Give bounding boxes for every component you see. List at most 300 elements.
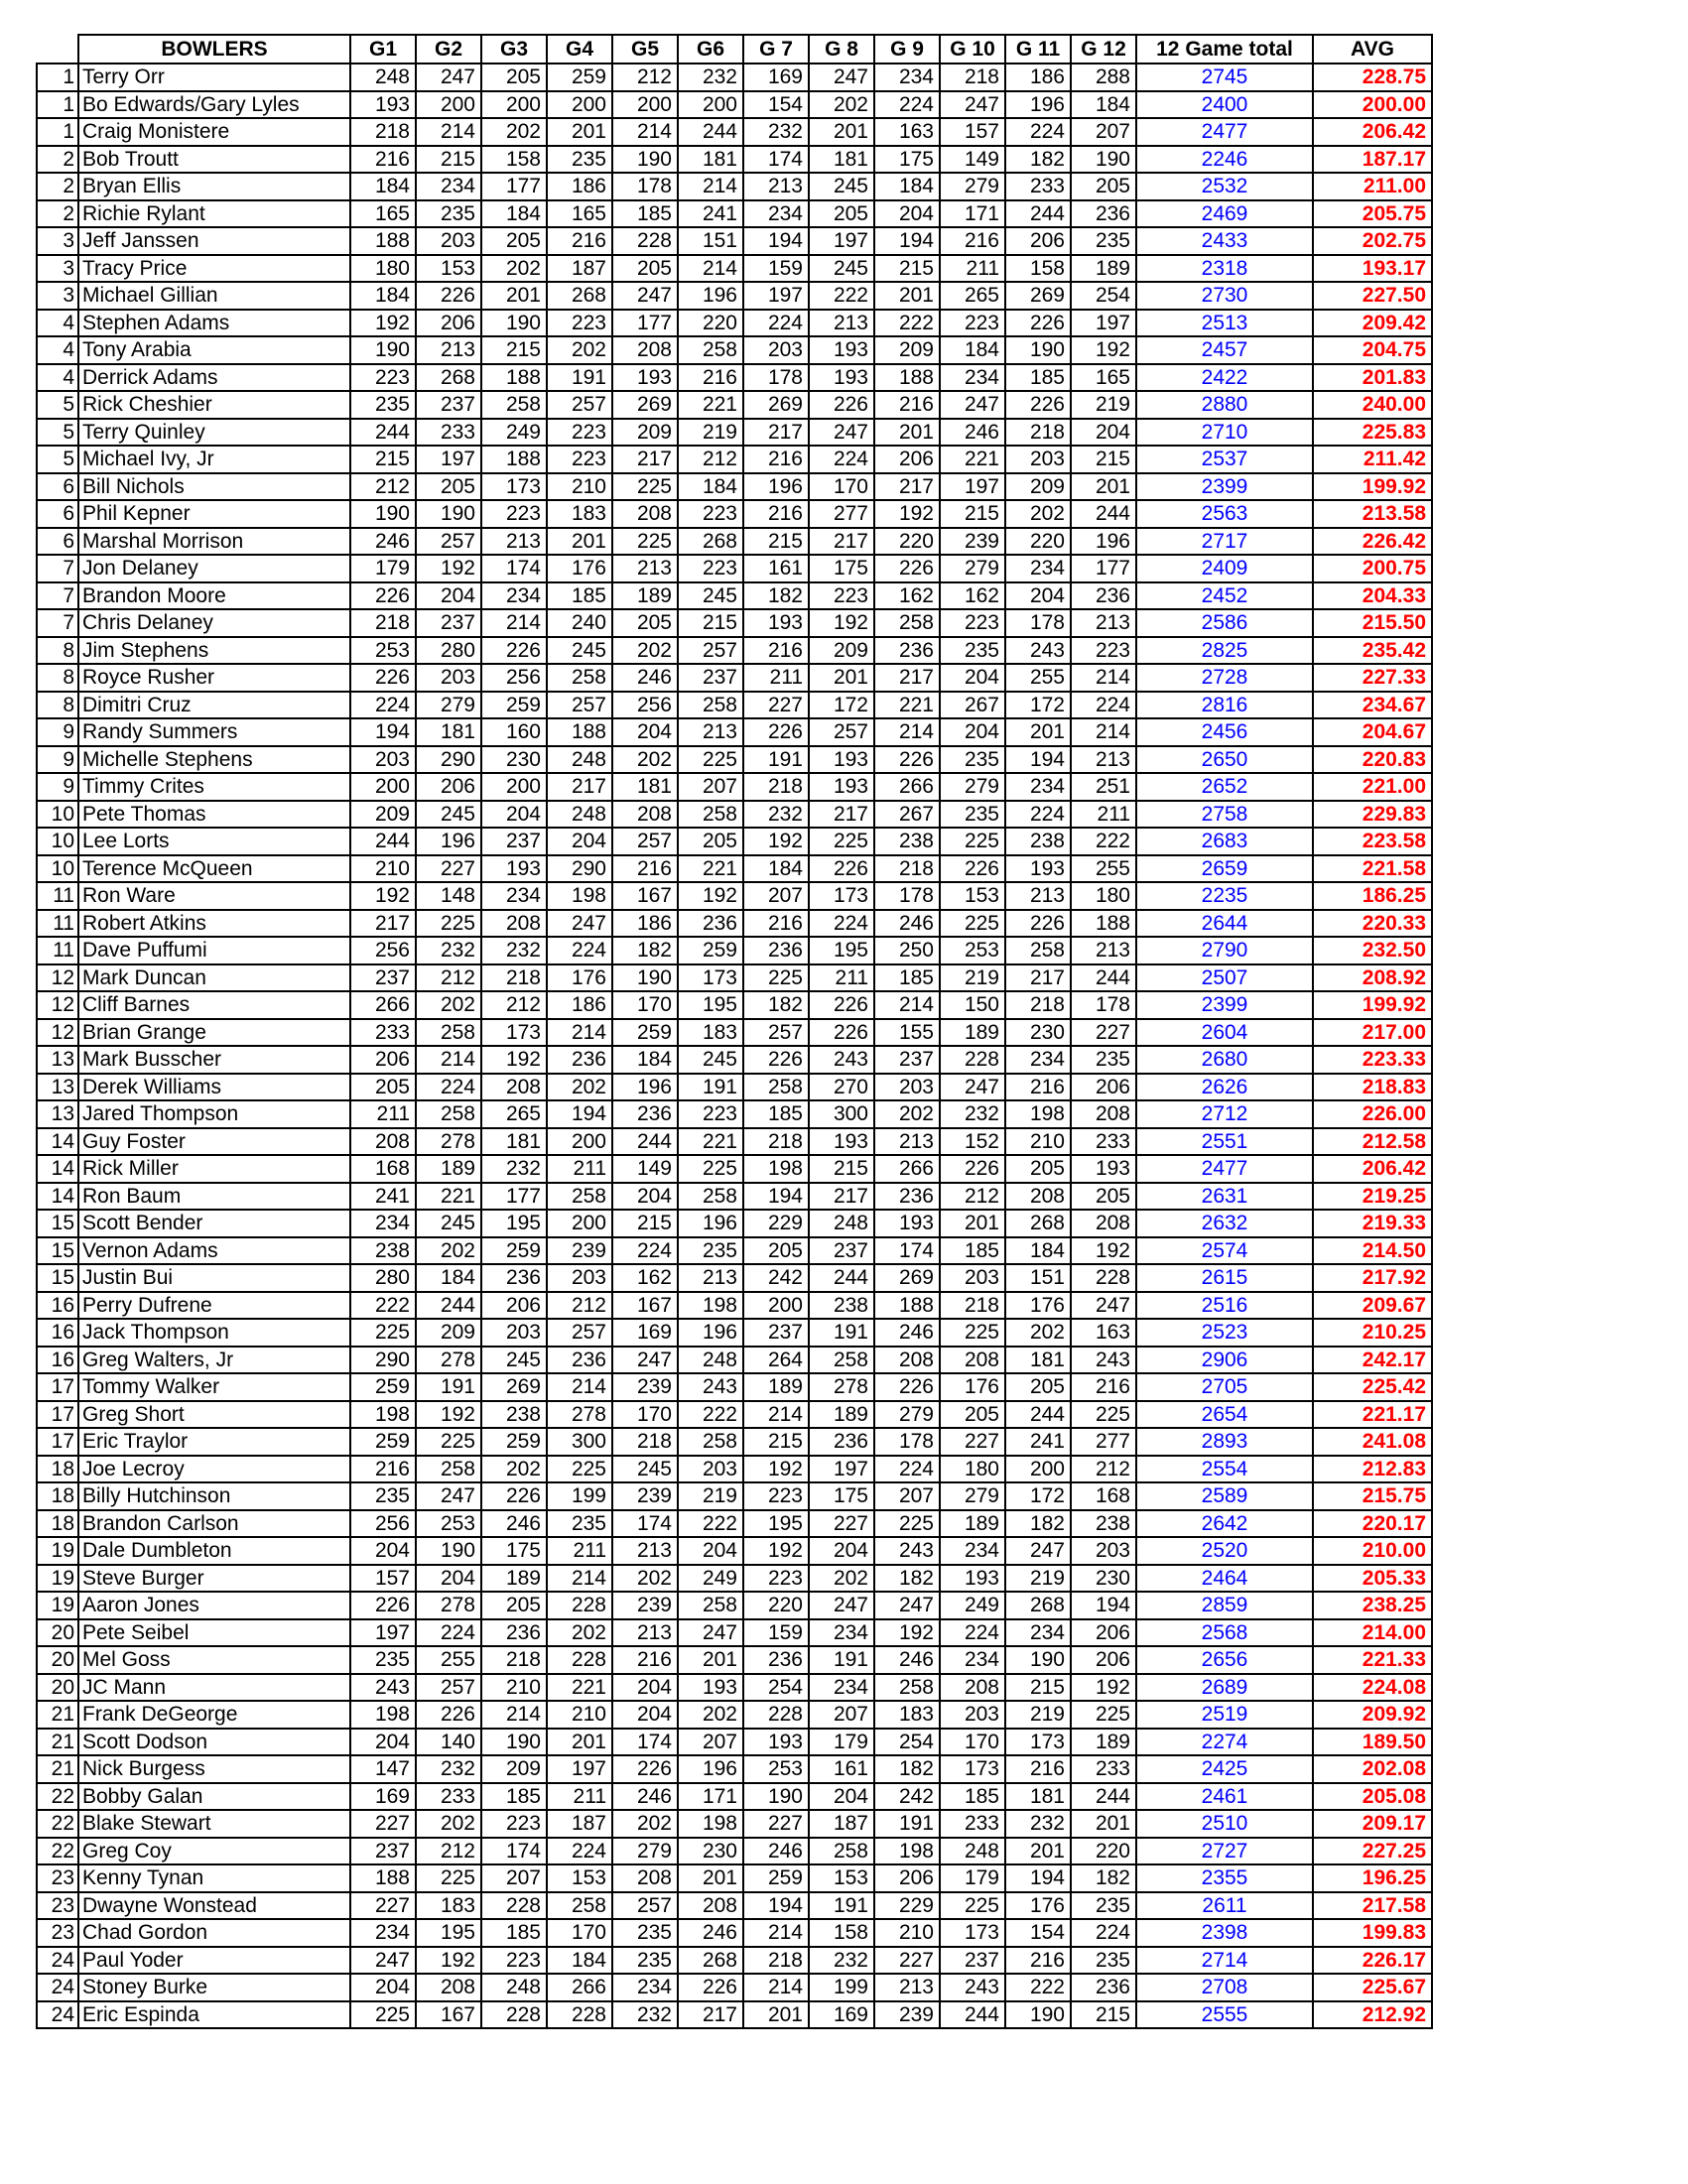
total-cell: 2513 (1136, 310, 1313, 337)
header-g7: G 7 (743, 35, 809, 64)
game-1-score-cell: 190 (350, 500, 416, 528)
game-4-score-cell: 214 (547, 1019, 612, 1047)
game-12-score-cell: 228 (1071, 1264, 1136, 1292)
game-1-score-cell: 168 (350, 1155, 416, 1183)
avg-cell: 225.83 (1313, 419, 1432, 447)
game-5-score-cell: 246 (612, 664, 678, 692)
game-10-score-cell: 235 (940, 746, 1005, 774)
game-6-score-cell: 258 (678, 1592, 743, 1619)
game-10-score-cell: 208 (940, 1347, 1005, 1374)
game-8-score-cell: 181 (809, 146, 874, 174)
bowler-name-cell: Bob Troutt (78, 146, 350, 174)
game-12-score-cell: 254 (1071, 282, 1136, 310)
game-3-score-cell: 181 (481, 1128, 547, 1156)
game-1-score-cell: 290 (350, 1347, 416, 1374)
game-3-score-cell: 236 (481, 1619, 547, 1647)
total-cell: 2516 (1136, 1292, 1313, 1320)
game-5-score-cell: 149 (612, 1155, 678, 1183)
game-5-score-cell: 213 (612, 1619, 678, 1647)
game-5-score-cell: 178 (612, 173, 678, 200)
game-12-score-cell: 235 (1071, 1046, 1136, 1074)
table-row (37, 91, 1432, 119)
game-7-score-cell: 232 (743, 801, 809, 829)
game-9-score-cell: 226 (874, 746, 940, 774)
game-11-score-cell: 224 (1005, 118, 1071, 146)
game-4-score-cell: 228 (547, 1646, 612, 1674)
game-7-score-cell: 178 (743, 364, 809, 392)
game-4-score-cell: 211 (547, 1155, 612, 1183)
game-10-score-cell: 234 (940, 1646, 1005, 1674)
bowler-name-cell: Rick Miller (78, 1155, 350, 1183)
game-11-score-cell: 216 (1005, 1755, 1071, 1783)
game-9-score-cell: 206 (874, 446, 940, 473)
game-7-score-cell: 201 (743, 2001, 809, 2029)
game-3-score-cell: 188 (481, 446, 547, 473)
game-2-score-cell: 258 (416, 1456, 481, 1483)
game-1-score-cell: 238 (350, 1237, 416, 1265)
game-9-score-cell: 182 (874, 1565, 940, 1593)
rank-cell: 16 (37, 1319, 78, 1347)
game-7-score-cell: 169 (743, 64, 809, 91)
game-12-score-cell: 192 (1071, 1237, 1136, 1265)
game-8-score-cell: 257 (809, 718, 874, 746)
rank-cell: 4 (37, 336, 78, 364)
rank-cell: 24 (37, 1947, 78, 1975)
game-8-score-cell: 207 (809, 1701, 874, 1729)
game-3-score-cell: 218 (481, 964, 547, 992)
avg-cell: 205.75 (1313, 200, 1432, 228)
game-11-score-cell: 202 (1005, 500, 1071, 528)
rank-cell: 9 (37, 746, 78, 774)
game-3-score-cell: 200 (481, 773, 547, 801)
game-8-score-cell: 170 (809, 473, 874, 501)
game-7-score-cell: 234 (743, 200, 809, 228)
header-g5: G5 (612, 35, 678, 64)
game-10-score-cell: 176 (940, 1373, 1005, 1401)
game-11-score-cell: 190 (1005, 2001, 1071, 2029)
game-4-score-cell: 203 (547, 1264, 612, 1292)
game-12-score-cell: 243 (1071, 1347, 1136, 1374)
game-2-score-cell: 232 (416, 937, 481, 964)
game-9-score-cell: 224 (874, 91, 940, 119)
table-row (37, 1864, 1432, 1892)
table-row (37, 1319, 1432, 1347)
game-7-score-cell: 197 (743, 282, 809, 310)
table-row (37, 1456, 1432, 1483)
game-3-score-cell: 259 (481, 692, 547, 719)
game-2-score-cell: 215 (416, 146, 481, 174)
game-4-score-cell: 200 (547, 1210, 612, 1237)
table-body (37, 64, 1432, 2028)
game-1-score-cell: 253 (350, 637, 416, 665)
game-7-score-cell: 203 (743, 336, 809, 364)
game-7-score-cell: 194 (743, 1892, 809, 1920)
avg-cell: 219.33 (1313, 1210, 1432, 1237)
game-6-score-cell: 208 (678, 1892, 743, 1920)
game-3-score-cell: 205 (481, 64, 547, 91)
rank-cell: 23 (37, 1919, 78, 1947)
avg-cell: 193.17 (1313, 255, 1432, 283)
game-5-score-cell: 167 (612, 882, 678, 910)
game-5-score-cell: 208 (612, 1864, 678, 1892)
game-2-score-cell: 190 (416, 500, 481, 528)
total-cell: 2355 (1136, 1864, 1313, 1892)
game-2-score-cell: 192 (416, 1401, 481, 1429)
game-4-score-cell: 186 (547, 991, 612, 1019)
game-11-score-cell: 173 (1005, 1729, 1071, 1756)
total-cell: 2400 (1136, 91, 1313, 119)
game-12-score-cell: 230 (1071, 1565, 1136, 1593)
game-10-score-cell: 247 (940, 91, 1005, 119)
game-11-score-cell: 172 (1005, 1482, 1071, 1510)
game-9-score-cell: 229 (874, 1892, 940, 1920)
bowler-name-cell: Blake Stewart (78, 1810, 350, 1838)
game-10-score-cell: 249 (940, 1592, 1005, 1619)
table-row (37, 1565, 1432, 1593)
game-3-score-cell: 177 (481, 1183, 547, 1211)
game-10-score-cell: 204 (940, 664, 1005, 692)
table-row (37, 1701, 1432, 1729)
game-3-score-cell: 204 (481, 801, 547, 829)
game-2-score-cell: 192 (416, 1947, 481, 1975)
bowler-name-cell: Derek Williams (78, 1074, 350, 1101)
game-3-score-cell: 214 (481, 1701, 547, 1729)
game-9-score-cell: 162 (874, 582, 940, 610)
game-8-score-cell: 277 (809, 500, 874, 528)
game-7-score-cell: 217 (743, 419, 809, 447)
game-12-score-cell: 244 (1071, 1783, 1136, 1811)
game-12-score-cell: 233 (1071, 1755, 1136, 1783)
rank-cell: 1 (37, 64, 78, 91)
bowler-name-cell: Cliff Barnes (78, 991, 350, 1019)
bowler-name-cell: Jon Delaney (78, 555, 350, 582)
game-7-score-cell: 218 (743, 1947, 809, 1975)
game-10-score-cell: 197 (940, 473, 1005, 501)
game-3-score-cell: 185 (481, 1783, 547, 1811)
game-1-score-cell: 226 (350, 582, 416, 610)
game-7-score-cell: 159 (743, 255, 809, 283)
game-8-score-cell: 172 (809, 692, 874, 719)
game-9-score-cell: 188 (874, 364, 940, 392)
total-cell: 2551 (1136, 1128, 1313, 1156)
game-5-score-cell: 245 (612, 1456, 678, 1483)
total-cell: 2708 (1136, 1974, 1313, 2001)
bowler-name-cell: Jack Thompson (78, 1319, 350, 1347)
bowler-name-cell: Michelle Stephens (78, 746, 350, 774)
game-7-score-cell: 189 (743, 1373, 809, 1401)
game-12-score-cell: 178 (1071, 991, 1136, 1019)
game-10-score-cell: 228 (940, 1046, 1005, 1074)
bowler-name-cell: Phil Kepner (78, 500, 350, 528)
game-11-score-cell: 234 (1005, 1046, 1071, 1074)
game-8-score-cell: 248 (809, 1210, 874, 1237)
avg-cell: 234.67 (1313, 692, 1432, 719)
game-12-score-cell: 235 (1071, 1892, 1136, 1920)
game-1-score-cell: 188 (350, 1864, 416, 1892)
total-cell: 2611 (1136, 1892, 1313, 1920)
rank-cell: 24 (37, 1974, 78, 2001)
game-11-score-cell: 215 (1005, 1674, 1071, 1702)
rank-cell: 2 (37, 200, 78, 228)
game-12-score-cell: 205 (1071, 173, 1136, 200)
game-4-score-cell: 257 (547, 1319, 612, 1347)
game-1-score-cell: 165 (350, 200, 416, 228)
game-12-score-cell: 220 (1071, 1838, 1136, 1865)
game-4-score-cell: 210 (547, 473, 612, 501)
game-7-score-cell: 182 (743, 991, 809, 1019)
game-5-score-cell: 208 (612, 336, 678, 364)
game-5-score-cell: 212 (612, 64, 678, 91)
game-1-score-cell: 218 (350, 118, 416, 146)
total-cell: 2816 (1136, 692, 1313, 719)
game-11-score-cell: 234 (1005, 1619, 1071, 1647)
game-11-score-cell: 234 (1005, 555, 1071, 582)
bowler-name-cell: Justin Bui (78, 1264, 350, 1292)
game-9-score-cell: 182 (874, 1755, 940, 1783)
game-12-score-cell: 163 (1071, 1319, 1136, 1347)
avg-cell: 228.75 (1313, 64, 1432, 91)
game-12-score-cell: 215 (1071, 446, 1136, 473)
game-7-score-cell: 218 (743, 773, 809, 801)
game-4-score-cell: 235 (547, 146, 612, 174)
game-10-score-cell: 216 (940, 227, 1005, 255)
game-4-score-cell: 170 (547, 1919, 612, 1947)
game-9-score-cell: 246 (874, 1319, 940, 1347)
game-12-score-cell: 227 (1071, 1019, 1136, 1047)
game-10-score-cell: 219 (940, 964, 1005, 992)
bowler-name-cell: Eric Traylor (78, 1428, 350, 1456)
game-5-score-cell: 177 (612, 310, 678, 337)
game-9-score-cell: 203 (874, 1074, 940, 1101)
game-8-score-cell: 247 (809, 1592, 874, 1619)
game-6-score-cell: 195 (678, 991, 743, 1019)
game-6-score-cell: 151 (678, 227, 743, 255)
rank-cell: 8 (37, 664, 78, 692)
game-7-score-cell: 192 (743, 1537, 809, 1565)
game-12-score-cell: 225 (1071, 1701, 1136, 1729)
total-cell: 2689 (1136, 1674, 1313, 1702)
bowler-name-cell: Steve Burger (78, 1565, 350, 1593)
bowler-name-cell: Nick Burgess (78, 1755, 350, 1783)
game-5-score-cell: 200 (612, 91, 678, 119)
game-6-score-cell: 258 (678, 1183, 743, 1211)
game-4-score-cell: 248 (547, 801, 612, 829)
total-cell: 2318 (1136, 255, 1313, 283)
rank-cell: 19 (37, 1537, 78, 1565)
game-9-score-cell: 238 (874, 828, 940, 855)
game-7-score-cell: 154 (743, 91, 809, 119)
game-6-score-cell: 222 (678, 1401, 743, 1429)
total-cell: 2507 (1136, 964, 1313, 992)
game-7-score-cell: 213 (743, 173, 809, 200)
game-4-score-cell: 257 (547, 391, 612, 419)
game-9-score-cell: 222 (874, 310, 940, 337)
game-9-score-cell: 266 (874, 773, 940, 801)
table-row (37, 391, 1432, 419)
table-row (37, 1237, 1432, 1265)
game-3-score-cell: 223 (481, 500, 547, 528)
avg-cell: 189.50 (1313, 1729, 1432, 1756)
table-row (37, 473, 1432, 501)
game-4-score-cell: 200 (547, 91, 612, 119)
game-12-score-cell: 216 (1071, 1373, 1136, 1401)
game-9-score-cell: 246 (874, 910, 940, 938)
game-10-score-cell: 226 (940, 855, 1005, 883)
game-9-score-cell: 194 (874, 227, 940, 255)
game-4-score-cell: 268 (547, 282, 612, 310)
rank-cell: 6 (37, 500, 78, 528)
game-7-score-cell: 259 (743, 1864, 809, 1892)
game-5-score-cell: 244 (612, 1128, 678, 1156)
game-10-score-cell: 185 (940, 1237, 1005, 1265)
game-2-score-cell: 258 (416, 1019, 481, 1047)
total-cell: 2880 (1136, 391, 1313, 419)
game-10-score-cell: 246 (940, 419, 1005, 447)
game-8-score-cell: 158 (809, 1919, 874, 1947)
total-cell: 2399 (1136, 991, 1313, 1019)
game-5-score-cell: 186 (612, 910, 678, 938)
game-9-score-cell: 214 (874, 718, 940, 746)
table-row (37, 1919, 1432, 1947)
game-12-score-cell: 193 (1071, 1155, 1136, 1183)
avg-cell: 212.92 (1313, 2001, 1432, 2029)
game-1-score-cell: 218 (350, 609, 416, 637)
game-12-score-cell: 277 (1071, 1428, 1136, 1456)
game-1-score-cell: 216 (350, 1456, 416, 1483)
game-5-score-cell: 205 (612, 255, 678, 283)
total-cell: 2398 (1136, 1919, 1313, 1947)
game-4-score-cell: 258 (547, 664, 612, 692)
game-11-score-cell: 204 (1005, 582, 1071, 610)
total-cell: 2246 (1136, 146, 1313, 174)
game-9-score-cell: 174 (874, 1237, 940, 1265)
game-11-score-cell: 216 (1005, 1074, 1071, 1101)
game-12-score-cell: 206 (1071, 1619, 1136, 1647)
rank-cell: 21 (37, 1701, 78, 1729)
game-2-score-cell: 257 (416, 528, 481, 556)
game-8-score-cell: 211 (809, 964, 874, 992)
game-2-score-cell: 212 (416, 964, 481, 992)
avg-cell: 211.42 (1313, 446, 1432, 473)
game-8-score-cell: 224 (809, 446, 874, 473)
game-2-score-cell: 200 (416, 91, 481, 119)
game-5-score-cell: 196 (612, 1074, 678, 1101)
game-2-score-cell: 247 (416, 64, 481, 91)
game-8-score-cell: 300 (809, 1100, 874, 1128)
game-6-score-cell: 216 (678, 364, 743, 392)
game-9-score-cell: 188 (874, 1292, 940, 1320)
game-4-score-cell: 204 (547, 828, 612, 855)
game-12-score-cell: 244 (1071, 500, 1136, 528)
game-8-score-cell: 195 (809, 937, 874, 964)
game-9-score-cell: 208 (874, 1347, 940, 1374)
game-6-score-cell: 203 (678, 1456, 743, 1483)
rank-cell: 24 (37, 2001, 78, 2029)
game-10-score-cell: 233 (940, 1810, 1005, 1838)
game-6-score-cell: 213 (678, 718, 743, 746)
game-8-score-cell: 204 (809, 1783, 874, 1811)
avg-cell: 217.92 (1313, 1264, 1432, 1292)
game-9-score-cell: 225 (874, 1510, 940, 1538)
game-6-score-cell: 212 (678, 446, 743, 473)
game-7-score-cell: 184 (743, 855, 809, 883)
game-10-score-cell: 223 (940, 310, 1005, 337)
total-cell: 2730 (1136, 282, 1313, 310)
table-row (37, 1155, 1432, 1183)
game-6-score-cell: 191 (678, 1074, 743, 1101)
game-11-score-cell: 185 (1005, 364, 1071, 392)
game-5-score-cell: 189 (612, 582, 678, 610)
game-8-score-cell: 247 (809, 419, 874, 447)
table-row (37, 692, 1432, 719)
game-5-score-cell: 239 (612, 1373, 678, 1401)
game-3-score-cell: 269 (481, 1373, 547, 1401)
bowler-name-cell: Royce Rusher (78, 664, 350, 692)
game-4-score-cell: 188 (547, 718, 612, 746)
game-10-score-cell: 267 (940, 692, 1005, 719)
game-3-score-cell: 190 (481, 310, 547, 337)
game-1-score-cell: 147 (350, 1755, 416, 1783)
game-10-score-cell: 235 (940, 801, 1005, 829)
game-4-score-cell: 185 (547, 582, 612, 610)
game-11-score-cell: 194 (1005, 746, 1071, 774)
avg-cell: 221.00 (1313, 773, 1432, 801)
game-9-score-cell: 236 (874, 1183, 940, 1211)
game-2-score-cell: 196 (416, 828, 481, 855)
avg-cell: 218.83 (1313, 1074, 1432, 1101)
total-cell: 2555 (1136, 2001, 1313, 2029)
game-3-score-cell: 234 (481, 882, 547, 910)
table-row (37, 118, 1432, 146)
game-6-score-cell: 245 (678, 1046, 743, 1074)
game-3-score-cell: 192 (481, 1046, 547, 1074)
game-7-score-cell: 224 (743, 310, 809, 337)
game-6-score-cell: 215 (678, 609, 743, 637)
game-6-score-cell: 257 (678, 637, 743, 665)
avg-cell: 209.67 (1313, 1292, 1432, 1320)
game-3-score-cell: 249 (481, 419, 547, 447)
avg-cell: 217.00 (1313, 1019, 1432, 1047)
game-2-score-cell: 203 (416, 227, 481, 255)
rank-cell: 12 (37, 964, 78, 992)
game-8-score-cell: 226 (809, 391, 874, 419)
game-5-score-cell: 226 (612, 1755, 678, 1783)
game-2-score-cell: 258 (416, 1100, 481, 1128)
game-11-score-cell: 241 (1005, 1428, 1071, 1456)
game-2-score-cell: 233 (416, 419, 481, 447)
total-cell: 2758 (1136, 801, 1313, 829)
game-11-score-cell: 213 (1005, 882, 1071, 910)
table-row (37, 1128, 1432, 1156)
game-9-score-cell: 254 (874, 1729, 940, 1756)
game-5-score-cell: 216 (612, 1646, 678, 1674)
avg-cell: 240.00 (1313, 391, 1432, 419)
game-1-score-cell: 247 (350, 1947, 416, 1975)
game-7-score-cell: 161 (743, 555, 809, 582)
total-cell: 2433 (1136, 227, 1313, 255)
table-row (37, 1646, 1432, 1674)
game-2-score-cell: 204 (416, 582, 481, 610)
game-7-score-cell: 185 (743, 1100, 809, 1128)
avg-cell: 212.58 (1313, 1128, 1432, 1156)
game-8-score-cell: 199 (809, 1974, 874, 2001)
game-7-score-cell: 237 (743, 1319, 809, 1347)
rank-cell: 11 (37, 910, 78, 938)
game-1-score-cell: 192 (350, 882, 416, 910)
game-1-score-cell: 188 (350, 227, 416, 255)
rank-cell: 17 (37, 1373, 78, 1401)
bowler-name-cell: Bill Nichols (78, 473, 350, 501)
